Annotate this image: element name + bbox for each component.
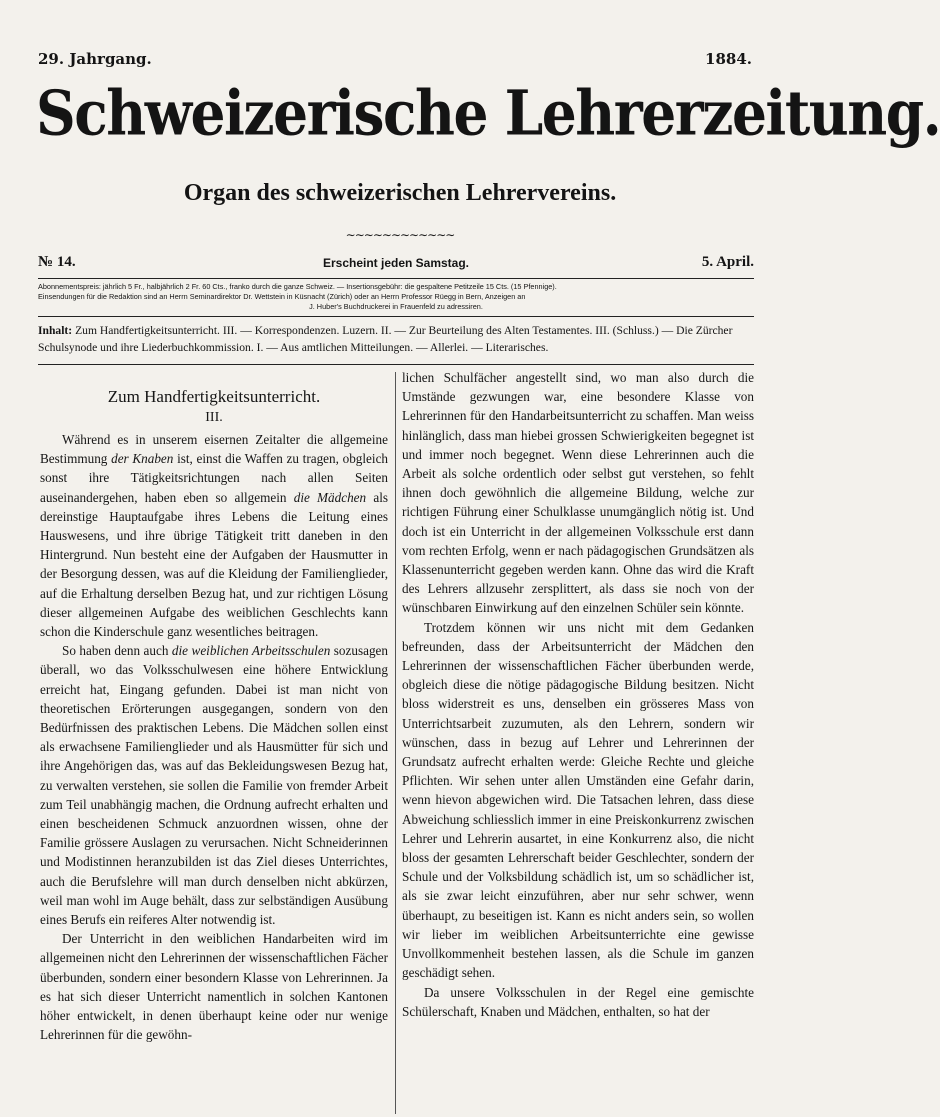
- article-part: III.: [205, 410, 223, 425]
- issue-date: 5. April.: [701, 254, 754, 270]
- divider-rule: [38, 364, 754, 365]
- column-left: [40, 368, 388, 1045]
- subscription-line-3: J. Huber's Buchdruckerei in Frauenfeld zu adressiren.: [309, 302, 483, 311]
- divider-rule: [38, 316, 754, 317]
- issue-number: № 14.: [38, 254, 76, 270]
- paragraph-3: Der Unterricht in den weiblichen Handarbeiten wird im allgemeinen nicht den Lehrerinnen der wissenschaftlichen Fächer überbunden, sondern einer besondern Klasse von Lehrerinnen. Ja es hat sich dieser Unterricht namentlich in solchen Kantonen höher entwickelt, in denen überhaupt keine oder nur wenige Lehrerinnen für die gewöhn-: [40, 931, 388, 1043]
- publication-frequency: Erscheint jeden Samstag.: [322, 256, 470, 270]
- year-label: 1884.: [705, 50, 752, 68]
- contents-text: Zum Handfertigkeitsunterricht. III. — Korrespondenzen. Luzern. II. — Zur Beurteilung des Alten Testamentes. III. (Schluss.) — Die Zürcher Schulsynode und ihre Liederbuchkommission. I. — Aus amtlichen Mitteilungen. — Allerlei. — Literarisches.: [38, 324, 733, 354]
- table-of-contents: [38, 322, 754, 356]
- subscription-line-1: Abonnementspreis: jährlich 5 Fr., halbjährlich 2 Fr. 60 Cts., franko durch die ganze Schweiz. — Insertionsgebühr: die gespaltene Petitzeile 15 Cts. (15 Pfennige).: [38, 282, 557, 291]
- subscription-info: [38, 282, 754, 312]
- contents-label: Inhalt:: [38, 324, 73, 337]
- article-heading: Zum Handfertigkeitsunterricht.: [107, 387, 321, 406]
- paragraph-6: Da unsere Volksschulen in der Regel eine gemischte Schülerschaft, Knaben und Mädchen, enthalten, so hat der: [402, 984, 754, 1019]
- masthead-subtitle: Organ des schweizerischen Lehrervereins.: [183, 180, 617, 206]
- paragraph-1: Während es in unserem eisernen Zeitalter die allgemeine Bestimmung der Knaben ist, einst die Waffen zu tragen, obgleich sonst ihre Tätigkeitsrichtungen nach allen Seiten auseinandergehen, haben eben so allgemein die Mädchen als dereinstige Hauptaufgabe ihres Lebens die Leitung eines Hauswesens, und ihre übrige Tätigkeit tritt daneben in den Hintergrund. Nun besteht eine der Aufgaben der Hausmutter in der Besorgung dessen, was auf die Kleidung der Familienglieder, auf die Erhaltung derselben Bezug hat, und zur richtigen Lösung dieser allgemeinen Aufgabe des weiblichen Geschlechts kann schon die Kinderschule ganz wesentliches beitragen.: [40, 432, 389, 640]
- divider-rule: [38, 278, 754, 279]
- issue-line: [38, 254, 754, 276]
- masthead-title: Schweizerische Lehrerzeitung.: [36, 76, 940, 149]
- paragraph-4: lichen Schulfächer angestellt sind, wo man also durch die Umstände gezwungen war, eine besondere Klasse von Lehrerinnen für den Handarbeitsunterricht zu schaffen. Man weiss hinlänglich, dass man hiebei grossen Schwierigkeiten begegnet ist und immer noch begegnet. Wenn diese Lehrerinnen auch die Arbeit als solche ordentlich oder selbst gut verstehen, so fehlt ihnen doch gewöhnlich die allgemeine Bildung, welche zur richtigen Führung einer Schulklasse unumgänglich nötig ist. Und doch ist ein Unterricht in der allgemeinen Volksschule erst dann vom rechten Erfolg, wenn er nach pädagogischen Grundsätzen als Klassenunterricht gegeben werden kann. Ohne das wird die Kraft des Lehrers allzusehr zersplittert, als dass sie noch von der wünschbaren Einwirkung auf den einzelnen Schüler sein könnte.: [402, 370, 754, 616]
- subscription-line-2: Einsendungen für die Redaktion sind an Herrn Seminardirektor Dr. Wettstein in Küsnacht (Zürich) oder an Herrn Professor Rüegg in Bern, Anzeigen an: [38, 292, 526, 301]
- paragraph-2: So haben denn auch die weiblichen Arbeitsschulen sozusagen überall, wo das Volksschulwesen eine höhere Entwicklung erreicht hat, Eingang gefunden. Dabei ist man nicht von theoretischen Erörterungen ausgegangen, sondern von den Bedürfnissen des praktischen Lebens. Die Mädchen sollen einst als erwachsene Familienglieder und als Hausmütter für sich und ihre Angehörigen das, was auf das Bekleidungswesen Bezug hat, zu verwalten verstehen, sie sollen die Familie von fremder Arbeit zum Teil unabhängig machen, die Ordnung aufrecht erhalten und einen bescheidenen Schmuck anzuordnen wissen, ohne der Familie grössere Auslagen zu verursachen. Nicht Schneiderinnen und Modistinnen heranzubilden ist das Ziel dieses Unterrichtes, auch die Berufslehre will man durch denselben nicht abkürzen, weil man wohl im Auge behält, dass zur selbständigen Ausübung eines Berufs ein reiferes Alter notwendig ist.: [40, 643, 388, 928]
- paragraph-5: Trotzdem können wir uns nicht mit dem Gedanken befreunden, dass der Arbeitsunterricht der Mädchen den Lehrerinnen der wissenschaftlichen Fächer überbunden werde, obgleich diese die nötige pädagogische Bildung besitzen. Nicht bloss widerstreit es uns, denselben ein grösseres Mass von Unterrichtsarbeit zuzumuten, als den Lehrern, sondern wir wünschen, dass in bezug auf Lehrer und Lehrerinnen der Grundsatz aufrecht erhalten werde: Gleiche Rechte und gleiche Pflichten. Wir sehen unter allen Umständen eine Gefahr darin, wenn hievon abgewichen wird. Die Tatsachen lehren, dass diese Abweichung schliesslich immer in eine Preiskonkurrenz zwischen Lehrer und Lehrerin ausartet, in eine Konkurrenz also, die nicht bloss der gesamten Lehrerschaft beider Geschlechter, sondern der Schule und der Volksbildung schädlich ist, um so schädlicher ist, als sie zwar leicht einzuführen, aber nur sehr schwer, wenn überhaupt, zu beseitigen ist. Kann es nicht anders sein, so wollen wir lieber im weiblichen Arbeitsunterrichte eine gewisse Unvollkommenheit bestehen lassen, als die Schule im ganzen geschädigt sehen.: [402, 619, 754, 981]
- column-right: [402, 368, 754, 1021]
- ornament-divider: ∼∼∼∼∼∼∼∼∼∼∼∼: [345, 228, 455, 242]
- column-divider: [395, 372, 396, 1114]
- volume-label: 29. Jahrgang.: [38, 50, 152, 68]
